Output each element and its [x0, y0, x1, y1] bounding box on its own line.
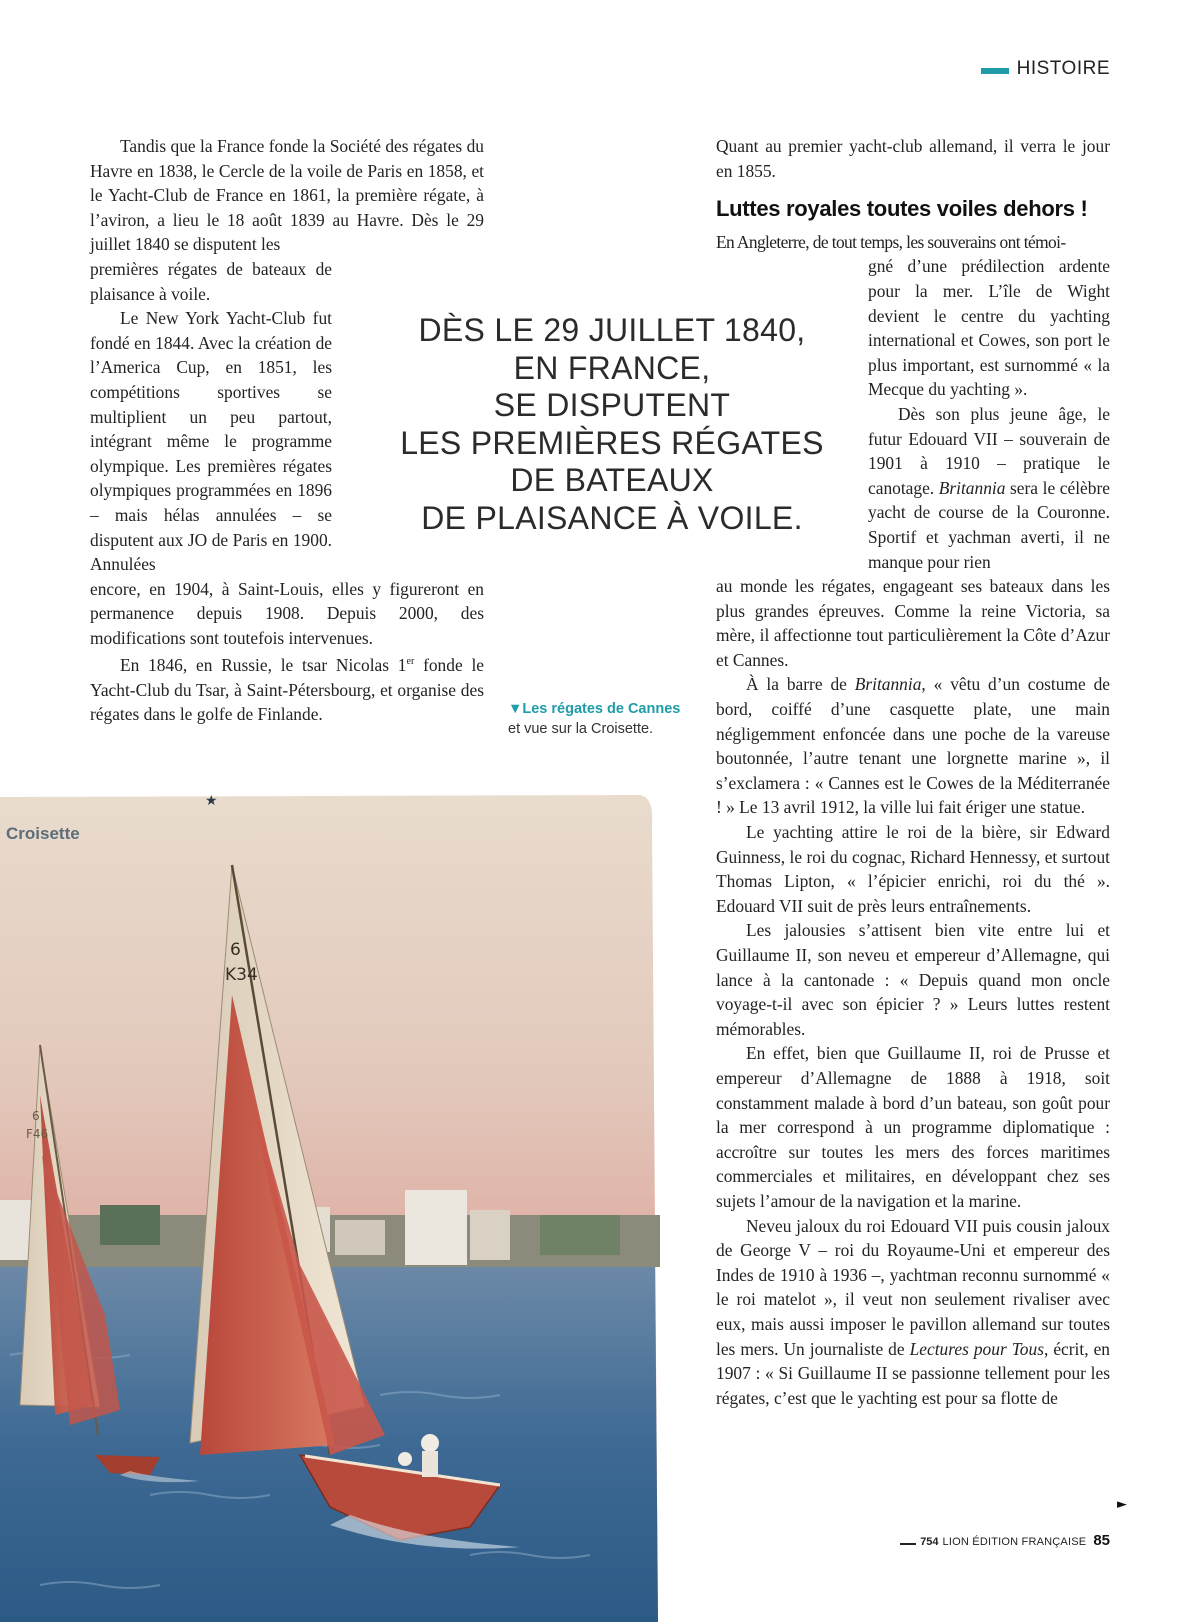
paragraph: En effet, bien que Guillaume II, roi de Prusse et empereur d’Allemagne de 1888 à 1918, soit constamment malade à bord d’un bateau, son goût pour la mer correspond à un programme diplomatique : accroître sur toutes les mers des forces maritimes commerciales et militaires, en développant chez ses sujets l’amour de la navigation et la marine. [716, 1043, 1110, 1211]
paragraph: Le New York Yacht-Club fut fondé en 1844. Avec la création de l’America Cup, en 1851, les compétitions sportives se multiplient un peu partout, intégrant même le programme olympique. Les premières régates olympiques programmées en 1896 – mais hélas annulées – se disputent aux JO de Paris en 1900. Annulées [90, 308, 332, 575]
pull-quote-line: EN FRANCE, [513, 349, 711, 386]
paragraph-text: Neveu jaloux du roi Edouard VII puis cousin jaloux de George V – roi du Royaume-Uni et empereur des Indes de 1910 à 1936 –, yachtman reconnu surnommé « le roi matelot », il veut non seulement rivaliser avec eux, mais aussi imposer le pavillon allemand sur toutes les mers. Un journaliste de [716, 1215, 1110, 1359]
paragraph-italic: Britannia [938, 477, 1006, 498]
caption-title: Les régates de Cannes [522, 701, 681, 717]
sail-number: K34 [225, 965, 258, 985]
caption-arrow-icon: ▼ [508, 701, 523, 717]
superscript: er [406, 656, 415, 668]
paragraph-text: , écrit, en 1907 : « Si Guillaume II se passionne tellement pour les régates, c’est que le yachting est pour sa flotte de [716, 1338, 1110, 1408]
paragraph: encore, en 1904, à Saint-Louis, elles y figureront en permanence depuis 1908. Depuis 2000, des modifications sont toutefois intervenues. [90, 578, 484, 648]
section-label: HISTOIRE [1016, 58, 1110, 79]
right-column [716, 134, 1110, 1410]
pull-quote-line: DE PLAISANCE À VOILE. [421, 499, 803, 536]
paragraph-italic: Britannia [854, 674, 922, 695]
caption-subtitle: et vue sur la Croisette. [508, 721, 654, 737]
continue-arrow-icon: ► [1117, 1497, 1127, 1512]
postcard-photo [0, 795, 660, 1622]
paragraph [716, 1214, 1110, 1411]
paragraph-italic: Lectures pour Tous [909, 1338, 1044, 1359]
sail-number: 6 [230, 940, 241, 960]
pull-quote-line: DÈS LE 29 JUILLET 1840, [418, 312, 806, 348]
paragraph-text: Dès son plus jeune âge, le futur Edouard VII – souverain de 1901 à 1910 – pratique le canotage. [868, 403, 1110, 498]
paragraph: Les jalousies s’attisent bien vite entre lui et Guillaume II, son neveu et empereur d’Allemagne, qui lance à la cantonade : « Depuis quand mon oncle voyage-t-il avec son épicier ? » Leurs luttes restent mémorables. [716, 920, 1110, 1039]
page-footer [900, 1532, 1110, 1549]
paragraph [868, 402, 1110, 574]
issue-number: 754 [920, 1536, 939, 1548]
sail-number: 6 [32, 1109, 40, 1123]
paragraph-text: fonde le Yacht-Club du Tsar, à Saint-Pétersbourg, et organise des régates dans le golfe de Finlande. [90, 655, 484, 725]
section-subhead: Luttes royales toutes voiles dehors ! [716, 196, 1088, 222]
paragraph: au monde les régates, engageant ses bateaux dans les plus grandes épreuves. Comme la reine Victoria, sa mère, il affectionne tout particulièrement la Côte d’Azur et Cannes. [716, 576, 1110, 670]
paragraph-text: À la barre de [746, 674, 855, 695]
photo-caption [508, 699, 680, 739]
postcard-text: Croisette [6, 824, 80, 843]
paragraph: gné d’une prédilection ardente pour la mer. L’île de Wight devient le centre du yachting international et Cowes, son port le plus important, est surnommé « la Mecque du yachting ». [868, 256, 1110, 400]
paragraph [90, 650, 484, 727]
pull-quote-line: SE DISPUTENT [493, 387, 731, 423]
paragraph-text: sera le célèbre yacht de course de la Couronne. Sportif et yachman averti, il ne manque pour rien [868, 477, 1110, 572]
publication-name: LION ÉDITION FRANÇAISE [942, 1536, 1087, 1548]
section-accent-bar [981, 68, 1009, 74]
footer-rule [900, 1543, 916, 1545]
paragraph [716, 672, 1110, 820]
pull-quote-line: LES PREMIÈRES RÉGATES [400, 424, 824, 461]
paragraph: Tandis que la France fonde la Société des régates du Havre en 1838, le Cercle de la voile de Paris en 1858, et le Yacht-Club de France en 1861, la première régate, à l’aviron, a lieu le 18 août 1839 au Havre. Dès le 29 juillet 1840 se disputent les [90, 136, 484, 255]
paragraph-text: En 1846, en Russie, le tsar Nicolas 1 [120, 655, 407, 676]
paragraph: premières régates de bateaux de plaisance à voile. [90, 258, 332, 304]
paragraph-text: , « vêtu d’un costume de bord, coiffé d’une casquette plate, une main négligemment enfoncée dans une poche de la vareuse boutonnée, l’autre tenant une lorgnette marine », il s’exclamera : « Cannes est le Cowes de la Méditerranée ! » Le 13 avril 1912, la ville lui fait ériger une statue. [716, 674, 1110, 818]
section-header [981, 58, 1110, 80]
pull-quote-line: DE BATEAUX [510, 462, 714, 498]
star-icon: ★ [205, 795, 218, 809]
paragraph: Le yachting attire le roi de la bière, sir Edward Guinness, le roi du cognac, Richard Hennessy, et surtout Thomas Lipton, « l’épicier enrichi, roi du thé ». Edouard VII suit de près leurs entraînements. [716, 822, 1110, 916]
sail-number: F46 [26, 1127, 49, 1141]
paragraph: Quant au premier yacht-club allemand, il verra le jour en 1855. [716, 136, 1110, 181]
paragraph: En Angleterre, de tout temps, les souverains ont témoi- [716, 231, 1066, 252]
page-number: 85 [1093, 1532, 1110, 1549]
